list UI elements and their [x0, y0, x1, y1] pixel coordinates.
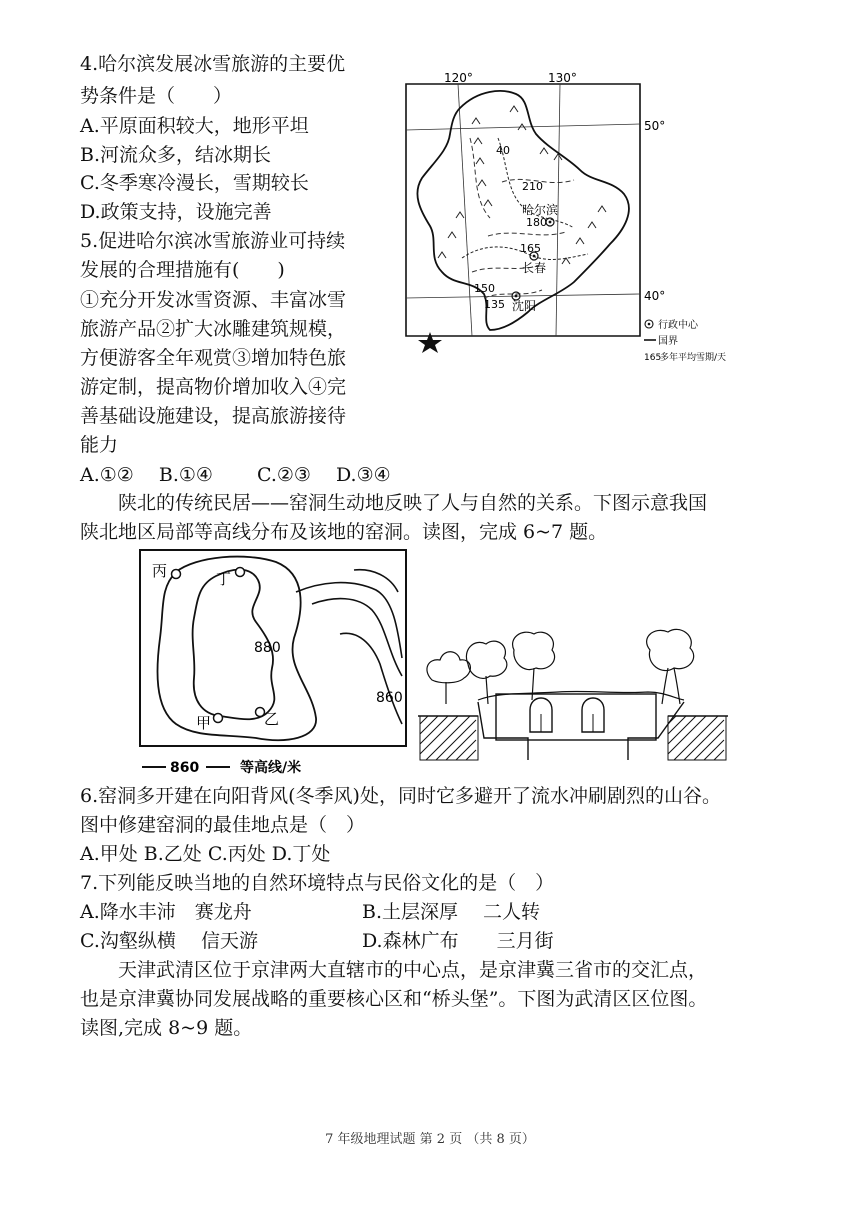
point-bing-marker	[172, 570, 181, 579]
meridian-120	[458, 84, 472, 336]
label-jia: 甲	[196, 714, 212, 732]
label-bing: 丙	[152, 562, 168, 580]
lat-40-label: 40°	[644, 289, 666, 303]
q4-option-b: B.河流众多，结冰期长	[80, 144, 272, 166]
intro-67-line1: 陕北的传统民居——窑洞生动地反映了人与自然的关系。下图示意我国	[118, 492, 708, 514]
courtyard-left-wall	[478, 702, 528, 760]
contour-line	[354, 570, 398, 592]
label-ding: 丁	[216, 570, 232, 588]
parallel-40	[406, 294, 640, 298]
q7-stem: 7.下列能反映当地的自然环境特点与民俗文化的是（ ）	[80, 872, 555, 894]
city-shenyang: 沈阳	[512, 299, 537, 313]
capital-symbol-dot	[549, 221, 552, 224]
isoline-label-135: 135	[484, 298, 505, 311]
capital-symbol-dot	[533, 255, 536, 258]
legend-capital: 行政中心	[658, 320, 698, 331]
q4-stem-line2: 势条件是（ ）	[80, 85, 233, 107]
isoline-label-40: 40	[496, 144, 510, 157]
q4-option-c: C.冬季寒冷漫长，雪期较长	[80, 172, 309, 194]
contour-map	[136, 548, 416, 778]
legend-value: 860	[170, 760, 200, 776]
legend-capital-icon-dot	[648, 323, 651, 326]
q5-body-line6: 能力	[80, 434, 119, 456]
intro-89-line1: 天津武清区位于京津两大直辖市的中心点，是京津冀三省市的交汇点，	[118, 959, 708, 981]
legend-text: 等高线/米	[240, 760, 302, 776]
intro-67-line2: 陕北地区局部等高线分布及该地的窑洞。读图，完成 6~7 题。	[80, 521, 608, 543]
isoline	[470, 138, 490, 218]
contour-line	[340, 633, 402, 724]
point-ding-marker	[236, 568, 245, 577]
isoline-label-180: 180	[526, 216, 547, 229]
q5-stem-line1: 5.促进哈尔滨冰雪旅游业可持续	[80, 230, 346, 252]
q7-option-b: B.土层深厚 二人转	[362, 901, 541, 923]
label-yi: 乙	[264, 710, 280, 728]
lat-50-label: 50°	[644, 119, 666, 133]
q4-option-d: D.政策支持，设施完善	[80, 201, 272, 223]
capital-symbol-dot	[515, 295, 518, 298]
q4-stem-line1: 4.哈尔滨发展冰雪旅游的主要优	[80, 53, 346, 75]
ground-top-edge	[478, 691, 684, 700]
cave-facade	[496, 694, 656, 740]
q5-stem-line2: 发展的合理措施有( )	[80, 259, 285, 281]
cave-dwelling-illustration	[418, 620, 728, 762]
legend-border: 国界	[658, 336, 678, 347]
isoline-label-165: 165	[520, 242, 541, 255]
intro-89-line3: 读图,完成 8~9 题。	[80, 1017, 253, 1039]
point-jia-marker	[214, 714, 223, 723]
q5-body-line1: ①充分开发冰雪资源、丰富冰雪	[80, 289, 347, 311]
northeast-china-map	[398, 68, 728, 368]
city-harbin: 哈尔滨	[522, 203, 559, 217]
q5-body-line3: 方便游客全年观赏③增加特色旅	[80, 347, 347, 369]
legend-snow-value: 165	[644, 353, 662, 363]
legend-snow: 多年平均雪期/天	[660, 353, 727, 363]
beijing-star-icon	[418, 332, 442, 353]
q6-stem-line1: 6.窑洞多开建在向阳背风(冬季风)处，同时它多避开了流水冲刷剧烈的山谷。	[80, 785, 721, 807]
city-changchun: 长春	[522, 261, 547, 275]
lon-130-label: 130°	[548, 71, 577, 85]
q5-body-line5: 善基础设施建设，提高旅游接待	[80, 405, 347, 427]
intro-89-line2: 也是京津冀协同发展战略的重要核心区和“桥头堡”。下图为武清区区位图。	[80, 988, 708, 1010]
q7-option-a: A.降水丰沛 赛龙舟	[80, 901, 252, 923]
q6-stem-line2: 图中修建窑洞的最佳地点是（ ）	[80, 814, 366, 836]
label-880: 880	[254, 640, 281, 656]
q7-option-c: C.沟壑纵横 信天游	[80, 930, 258, 952]
isoline-label-150: 150	[474, 282, 495, 295]
label-860: 860	[376, 690, 403, 706]
q5-options: A.①② B.①④ C.②③ D.③④	[80, 464, 391, 486]
ground-hatching	[420, 716, 726, 760]
contour-line	[312, 599, 402, 676]
contour-line-860	[157, 557, 316, 741]
q7-option-d: D.森林广布 三月街	[362, 930, 554, 952]
isoline	[488, 232, 566, 236]
q5-body-line4: 游定制，提高物价增加收入④完	[80, 376, 347, 398]
isoline-label-210: 210	[522, 180, 543, 193]
page-footer: 7 年级地理试题 第 2 页 （共 8 页）	[325, 1132, 535, 1147]
contour-line	[296, 583, 402, 658]
q5-body-line2: 旅游产品②扩大冰雕建筑规模，	[80, 318, 347, 340]
lon-120-label: 120°	[444, 71, 473, 85]
q6-options: A.甲处 B.乙处 C.丙处 D.丁处	[80, 843, 331, 865]
q4-option-a: A.平原面积较大，地形平坦	[80, 115, 309, 137]
